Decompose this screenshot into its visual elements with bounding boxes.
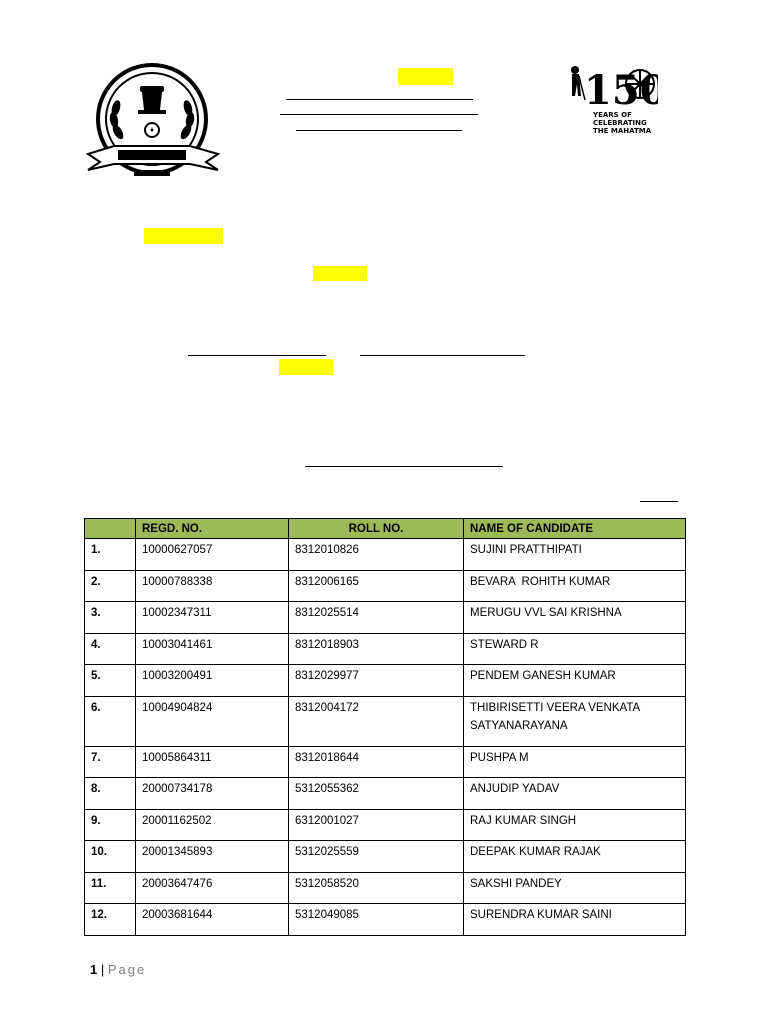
cell-candidate-name: BEVARA ROHITH KUMAR	[464, 570, 686, 602]
gandhi-150-logo	[566, 60, 658, 138]
table-row	[85, 778, 686, 810]
table-row	[85, 570, 686, 602]
page-separator: |	[100, 962, 105, 977]
cell-sno: 9.	[85, 809, 136, 841]
cell-sno: 6.	[85, 696, 136, 746]
table-row	[85, 872, 686, 904]
cell-roll-no: 8312010826	[289, 539, 464, 571]
header-rule-3	[296, 130, 462, 131]
cell-roll-no: 8312029977	[289, 665, 464, 697]
cell-regd-no: 20000734178	[136, 778, 289, 810]
cell-regd-no: 10000788338	[136, 570, 289, 602]
cell-sno: 1.	[85, 539, 136, 571]
cell-roll-no: 8312018903	[289, 633, 464, 665]
right-rule	[640, 501, 678, 502]
cell-candidate-name: SUJINI PRATTHIPATI	[464, 539, 686, 571]
cell-regd-no: 10003200491	[136, 665, 289, 697]
header-roll-no: ROLL NO.	[289, 519, 464, 539]
page-number: 1	[90, 962, 98, 977]
cell-regd-no: 20003647476	[136, 872, 289, 904]
cell-regd-no: 10005864311	[136, 746, 289, 778]
cell-regd-no: 10003041461	[136, 633, 289, 665]
svg-text:THE MAHATMA: THE MAHATMA	[593, 127, 652, 135]
table-row	[85, 809, 686, 841]
title-rule	[305, 466, 503, 467]
cell-sno: 5.	[85, 665, 136, 697]
table-row	[85, 841, 686, 873]
table-row	[85, 633, 686, 665]
subject-rule-right	[360, 355, 525, 356]
cell-candidate-name: RAJ KUMAR SINGH	[464, 809, 686, 841]
cell-roll-no: 8312004172	[289, 696, 464, 746]
subject-rule-left	[188, 355, 326, 356]
cell-roll-no: 5312049085	[289, 904, 464, 936]
candidate-table	[84, 518, 686, 936]
cell-candidate-name: ANJUDIP YADAV	[464, 778, 686, 810]
cell-candidate-name: PENDEM GANESH KUMAR	[464, 665, 686, 697]
ssc-emblem-seal-icon	[84, 62, 224, 184]
subject-highlight	[279, 359, 333, 375]
cell-candidate-name: PUSHPA M	[464, 746, 686, 778]
svg-text:YEARS OF: YEARS OF	[593, 111, 632, 119]
header-rule-1	[286, 99, 473, 100]
cell-roll-no: 8312006165	[289, 570, 464, 602]
cell-candidate-name: SAKSHI PANDEY	[464, 872, 686, 904]
cell-roll-no: 5312058520	[289, 872, 464, 904]
table-row	[85, 904, 686, 936]
cell-sno: 11.	[85, 872, 136, 904]
cell-regd-no: 10002347311	[136, 602, 289, 634]
table-row	[85, 665, 686, 697]
table-header-row	[85, 519, 686, 539]
cell-sno: 8.	[85, 778, 136, 810]
table-row	[85, 696, 686, 746]
header-regd-no: REGD. NO.	[136, 519, 289, 539]
table-row	[85, 602, 686, 634]
header-highlight-1	[398, 68, 453, 85]
header-rule-2	[280, 114, 478, 115]
cell-regd-no: 20003681644	[136, 904, 289, 936]
cell-sno: 3.	[85, 602, 136, 634]
header-candidate-name: NAME OF CANDIDATE	[464, 519, 686, 539]
svg-text:CELEBRATING: CELEBRATING	[593, 119, 647, 127]
header-sno	[85, 519, 136, 539]
cell-candidate-name: STEWARD R	[464, 633, 686, 665]
cell-roll-no: 5312025559	[289, 841, 464, 873]
cell-roll-no: 8312025514	[289, 602, 464, 634]
cell-sno: 2.	[85, 570, 136, 602]
ref-highlight	[144, 228, 223, 244]
gandhi-150-logo-icon	[566, 60, 658, 138]
cell-sno: 4.	[85, 633, 136, 665]
cell-regd-no: 10000627057	[136, 539, 289, 571]
cell-candidate-name: THIBIRISETTI VEERA VENKATA SATYANARAYANA	[464, 696, 686, 746]
cell-roll-no: 6312001027	[289, 809, 464, 841]
cell-sno: 7.	[85, 746, 136, 778]
cell-candidate-name: DEEPAK KUMAR RAJAK	[464, 841, 686, 873]
cell-regd-no: 20001162502	[136, 809, 289, 841]
table-row	[85, 746, 686, 778]
table-row	[85, 539, 686, 571]
cell-candidate-name: SURENDRA KUMAR SAINI	[464, 904, 686, 936]
page-footer	[90, 962, 146, 977]
cell-regd-no: 20001345893	[136, 841, 289, 873]
page-word: Page	[107, 962, 147, 977]
cell-sno: 12.	[85, 904, 136, 936]
ssc-logo	[84, 62, 224, 184]
cell-candidate-name: MERUGU VVL SAI KRISHNA	[464, 602, 686, 634]
cell-roll-no: 5312055362	[289, 778, 464, 810]
date-highlight	[313, 266, 367, 281]
cell-sno: 10.	[85, 841, 136, 873]
svg-text:150: 150	[584, 67, 658, 114]
cell-roll-no: 8312018644	[289, 746, 464, 778]
cell-regd-no: 10004904824	[136, 696, 289, 746]
